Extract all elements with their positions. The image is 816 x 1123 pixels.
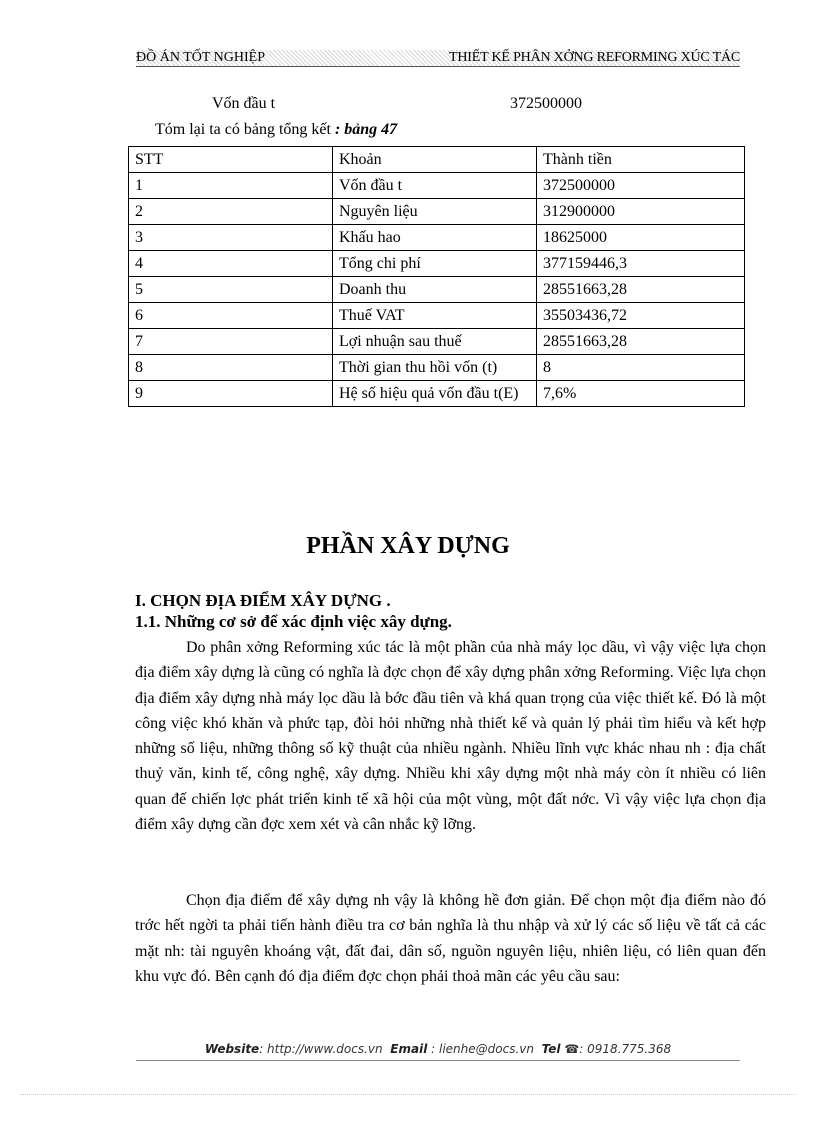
table-cell: 18625000	[537, 225, 745, 251]
table-cell: 8	[129, 355, 333, 381]
investment-value: 372500000	[510, 95, 582, 112]
website-label: Website	[204, 1042, 260, 1056]
table-cell: Tổng chi phí	[333, 251, 537, 277]
summary-line	[155, 121, 397, 139]
page-footer	[136, 1042, 740, 1056]
table-row	[129, 173, 745, 199]
table-row	[129, 251, 745, 277]
table-cell: Doanh thu	[333, 277, 537, 303]
col-header: Khoản	[333, 147, 537, 173]
website-link[interactable]: : http://www.docs.vn	[259, 1042, 383, 1056]
table-row	[129, 225, 745, 251]
table-cell: 1	[129, 173, 333, 199]
col-header: STT	[129, 147, 333, 173]
table-cell: 3	[129, 225, 333, 251]
table-cell: 6	[129, 303, 333, 329]
table-cell: 7,6%	[537, 381, 745, 407]
table-header-row	[129, 147, 745, 173]
tel-label: Tel	[541, 1042, 561, 1056]
table-row	[129, 355, 745, 381]
table-row	[129, 381, 745, 407]
table-cell: Thuế VAT	[333, 303, 537, 329]
table-row	[129, 277, 745, 303]
table-cell: 372500000	[537, 173, 745, 199]
table-row	[129, 199, 745, 225]
header-right: THIẾT KẾ PHÂN XỞNG REFORMING XÚC TÁC	[449, 50, 740, 65]
heading-2: 1.1. Những cơ sở để xác định việc xây dựng.	[135, 612, 452, 631]
table-cell: Vốn đầu t	[333, 173, 537, 199]
page-header	[136, 50, 740, 67]
table-cell: 377159446,3	[537, 251, 745, 277]
phone-icon: ☎	[564, 1042, 580, 1056]
table-cell: Hệ số hiệu quả vốn đầu t(E)	[333, 381, 537, 407]
summary-table	[128, 146, 745, 407]
table-cell: 7	[129, 329, 333, 355]
table-cell: 5	[129, 277, 333, 303]
table-cell: 35503436,72	[537, 303, 745, 329]
table-cell: Lợi nhuận sau thuế	[333, 329, 537, 355]
investment-label: Vốn đầu t	[212, 95, 276, 112]
table-cell: Nguyên liệu	[333, 199, 537, 225]
table-cell: 2	[129, 199, 333, 225]
section-title: PHẦN XÂY DỰNG	[306, 533, 510, 559]
paragraph-2: Chọn địa điểm để xây dựng nh vậy là không hề đơn giản. Để chọn một địa điểm nào đó trớc hết ngời ta phải tiến hành điều tra cơ bản nghĩa là thu nhập và xử lý các số liệu về tất cả các mặt nh: tài nguyên khoáng vật, đất đai, dân số, nguồn nguyên liệu, nhiên liệu, có liên quan đến khu vực đó. Bên cạnh đó địa điểm đợc chọn phải thoả mãn các yêu cầu sau:	[135, 892, 766, 985]
table-row	[129, 303, 745, 329]
table-cell: 9	[129, 381, 333, 407]
table-cell: 312900000	[537, 199, 745, 225]
summary-lead: Tóm lại ta có bảng tổng kết	[155, 121, 335, 138]
footer-divider	[136, 1060, 740, 1061]
email-link[interactable]: : lienhe@docs.vn	[431, 1042, 534, 1056]
col-header: Thành tiền	[537, 147, 745, 173]
table-cell: Thời gian thu hồi vốn (t)	[333, 355, 537, 381]
table-cell: 8	[537, 355, 745, 381]
page-bottom-border	[20, 1094, 796, 1095]
tel-number: : 0918.775.368	[579, 1042, 672, 1056]
email-label: Email	[390, 1042, 428, 1056]
heading-1: I. CHỌN ĐỊA ĐIỂM XÂY DỰNG .	[135, 591, 391, 610]
header-left: ĐỒ ÁN TỐT NGHIỆP	[136, 50, 265, 65]
table-cell: Khấu hao	[333, 225, 537, 251]
table-cell: 28551663,28	[537, 329, 745, 355]
table-cell: 28551663,28	[537, 277, 745, 303]
table-row	[129, 329, 745, 355]
paragraph-1: Do phân xởng Reforming xúc tác là một phần của nhà máy lọc dầu, vì vậy việc lựa chọn địa điểm xây dựng là cũng có nghĩa là đợc chọn để xây dựng phân xởng Reforming. Việc lựa chọn địa điểm xây dựng nhà máy lọc dầu là bớc đầu tiên và khá quan trọng của việc thiết kế. Đó là một công việc khó khăn và phức tạp, đòi hỏi những nhà thiết kế và quản lý phải tìm hiểu và kết hợp những số liệu, những thông số kỹ thuật của nhiều ngành. Nhiều lĩnh vực khác nhau nh : địa chất thuỷ văn, kinh tế, công nghệ, xây dựng. Nhiều khi xây dựng một nhà máy còn ít nhiều có liên quan đế chiến lợc phát triển kinh tế xã hội của một vùng, một đất nớc. Vì vậy việc lựa chọn địa điểm xây dựng cần đợc xem xét và cân nhắc kỹ lỡng.	[135, 639, 766, 834]
summary-table-ref: : bảng 47	[334, 121, 398, 138]
table-cell: 4	[129, 251, 333, 277]
